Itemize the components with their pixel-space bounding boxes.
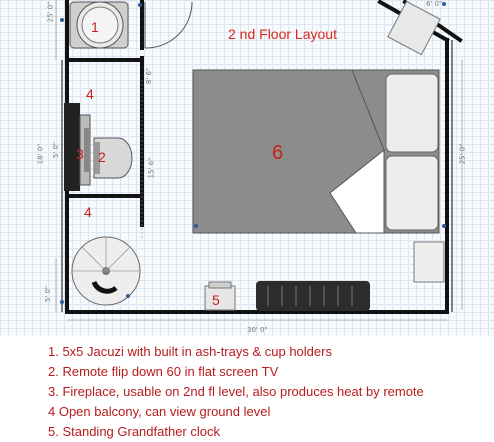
dimension-left-lower: 5' 0" bbox=[44, 285, 53, 303]
dimension-center-vertical: 15' 6" bbox=[147, 157, 156, 179]
dimension-top-right: 6' 0" bbox=[426, 0, 443, 8]
bed-icon bbox=[193, 70, 439, 233]
label-balcony-bottom: 4 bbox=[84, 204, 92, 220]
plan-title: 2 nd Floor Layout bbox=[228, 26, 337, 42]
door-swing-icon bbox=[145, 2, 192, 48]
label-clock: 5 bbox=[212, 292, 220, 308]
legend-item-4: 4 Open balcony, can view ground level bbox=[48, 404, 271, 419]
dimension-inner-small: 8' 6" bbox=[145, 67, 154, 85]
label-fireplace: 3 bbox=[76, 146, 84, 162]
label-bedroom: 6 bbox=[272, 142, 284, 164]
dimension-bottom: 30' 0" bbox=[247, 326, 268, 334]
dimension-inner-left: 5' 0" bbox=[52, 141, 61, 159]
dimension-left-upper: 25' 0" bbox=[46, 1, 55, 23]
jacuzzi-icon bbox=[70, 2, 128, 48]
legend-item-5: 5. Standing Grandfather clock bbox=[48, 424, 220, 439]
legend-item-2: 2. Remote flip down 60 in flat screen TV bbox=[48, 364, 279, 379]
label-tv: 2 bbox=[98, 149, 106, 165]
legend-item-3: 3. Fireplace, usable on 2nd fl level, also produces heat by remote bbox=[48, 384, 424, 399]
legend-list bbox=[48, 342, 494, 442]
dimension-left-wall: 18' 0" bbox=[36, 143, 45, 165]
bench-icon bbox=[256, 281, 370, 311]
label-balcony-top: 4 bbox=[86, 86, 94, 102]
legend-item-1: 1. 5x5 Jacuzi with built in ash-trays & cup holders bbox=[48, 344, 332, 359]
clock-icon bbox=[205, 282, 235, 310]
spiral-stair-icon bbox=[72, 237, 140, 305]
dimension-right-side: 25' 0" bbox=[458, 143, 467, 165]
label-jacuzzi: 1 bbox=[91, 19, 99, 35]
